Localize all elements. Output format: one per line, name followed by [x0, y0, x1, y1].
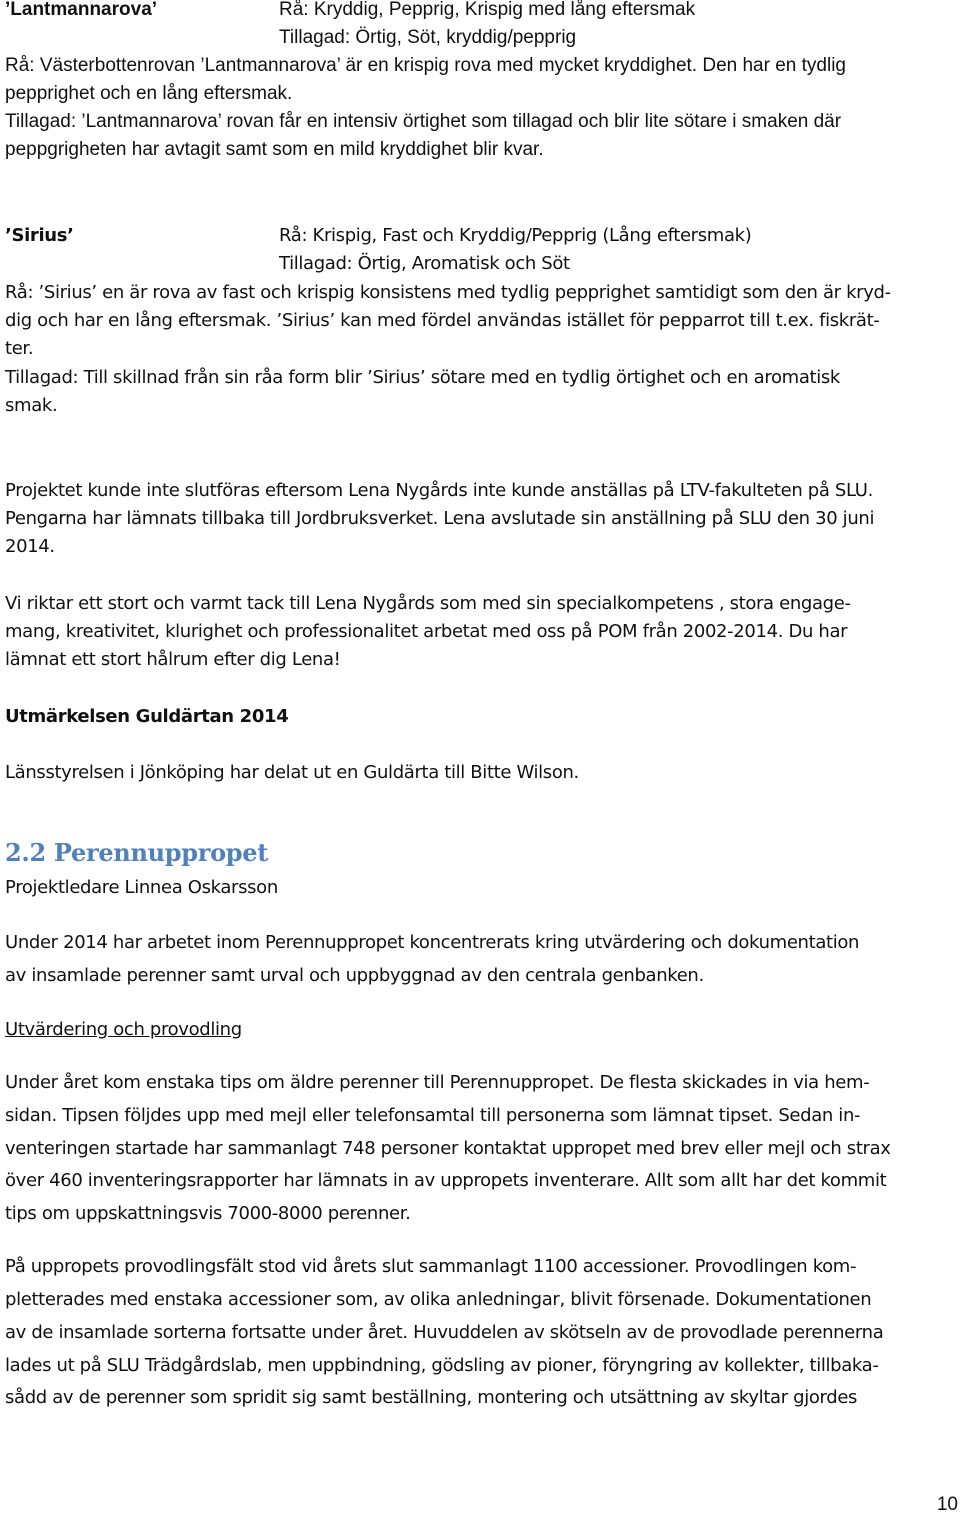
raw-description-line: ter. — [5, 338, 34, 359]
page-number: 10 — [936, 1494, 958, 1515]
paragraph-line: venteringen startade har sammanlagt 748 personer kontaktat uppropet med brev eller mejl och strax — [5, 1138, 891, 1159]
paragraph-line: av de insamlade sorterna fortsatte under året. Huvuddelen av skötseln av de provodlade perennerna — [5, 1322, 884, 1343]
paragraph-line: sådd av de perenner som spridit sig samt beställning, montering och utsättning av skyltar gjordes — [5, 1387, 858, 1408]
cooked-description-line: smak. — [5, 395, 58, 416]
variety-name-sirius: ’Sirius’ — [5, 225, 74, 246]
section-number: 2.2 — [5, 838, 46, 867]
paragraph-line: Pengarna har lämnats tillbaka till Jordbruksverket. Lena avslutade sin anställning på SLU den 30 juni — [5, 508, 875, 529]
section-title: Perennuppropet — [53, 838, 269, 867]
intro-line: av insamlade perenner samt urval och uppbyggnad av den centrala genbanken. — [5, 965, 704, 986]
raw-description-line: pepprighet och en lång eftersmak. — [5, 83, 293, 104]
cooked-description-line: peppgrigheten har avtagit samt som en mild kryddighet blir kvar. — [5, 139, 544, 160]
cooked-description-line: Tillagad: Till skillnad från sin råa form blir ’Sirius’ sötare med en tydlig örtighet och en aromatisk — [5, 367, 841, 388]
variety-char-raw: Rå: Kryddig, Pepprig, Krispig med lång eftersmak — [279, 0, 696, 20]
paragraph-line: Projektet kunde inte slutföras eftersom Lena Nygårds inte kunde anställas på LTV-fakulteten på SLU. — [5, 480, 873, 501]
paragraph-line: Under året kom enstaka tips om äldre perenner till Perennuppropet. De flesta skickades in via hem- — [5, 1072, 870, 1093]
paragraph-line: över 460 inventeringsrapporter har lämnats in av uppropets inventerare. Allt som allt har det kommit — [5, 1170, 887, 1191]
raw-description-line: Rå: ’Sirius’ en är rova av fast och krispig konsistens med tydlig pepprighet samtidigt som den är kryd- — [5, 282, 891, 303]
variety-name-lantmannarova: ’Lantmannarova’ — [5, 0, 158, 20]
raw-description-line: dig och har en lång eftersmak. ’Sirius’ kan med fördel användas istället för pepparrot till t.ex. fiskrät- — [5, 310, 880, 331]
subheading: Utvärdering och provodling — [5, 1019, 242, 1040]
raw-description-line: Rå: Västerbottenrovan ’Lantmannarova’ är en krispig rova med mycket kryddighet. Den har en tydlig — [5, 55, 847, 76]
paragraph-line: lämnat ett stort hålrum efter dig Lena! — [5, 649, 341, 670]
cooked-description-line: Tillagad: ’Lantmannarova’ rovan får en intensiv örtighet som tillagad och blir lite sötare i smaken där — [5, 111, 842, 132]
variety-char-cooked: Tillagad: Örtig, Söt, kryddig/pepprig — [279, 27, 577, 48]
variety-char-raw: Rå: Krispig, Fast och Kryddig/Pepprig (Lång eftersmak) — [279, 225, 752, 246]
paragraph-line: pletterades med enstaka accessioner som, av olika anledningar, blivit försenade. Dokumentationen — [5, 1289, 872, 1310]
award-text: Länsstyrelsen i Jönköping har delat ut en Guldärta till Bitte Wilson. — [5, 762, 579, 783]
paragraph-line: Vi riktar ett stort och varmt tack till Lena Nygårds som med sin specialkompetens , stora engage- — [5, 593, 851, 614]
paragraph-line: sidan. Tipsen följdes upp med mejl eller telefonsamtal till personerna som lämnat tipset. Sedan in- — [5, 1105, 861, 1126]
paragraph-line: 2014. — [5, 536, 55, 557]
award-heading: Utmärkelsen Guldärtan 2014 — [5, 706, 289, 727]
paragraph-line: På uppropets provodlingsfält stod vid årets slut sammanlagt 1100 accessioner. Provodlingen kom- — [5, 1256, 857, 1277]
paragraph-line: tips om uppskattningsvis 7000-8000 perenner. — [5, 1203, 411, 1224]
variety-char-cooked: Tillagad: Örtig, Aromatisk och Söt — [279, 253, 570, 274]
paragraph-line: mang, kreativitet, klurighet och professionalitet arbetat med oss på POM från 2002-2014. Du har — [5, 621, 848, 642]
section-heading — [5, 838, 268, 867]
paragraph-line: lades ut på SLU Trädgårdslab, men uppbindning, gödsling av pioner, föryngring av kollekter, tillbaka- — [5, 1355, 879, 1376]
intro-line: Under 2014 har arbetet inom Perennuppropet koncentrerats kring utvärdering och dokumentation — [5, 932, 860, 953]
project-lead: Projektledare Linnea Oskarsson — [5, 877, 278, 898]
